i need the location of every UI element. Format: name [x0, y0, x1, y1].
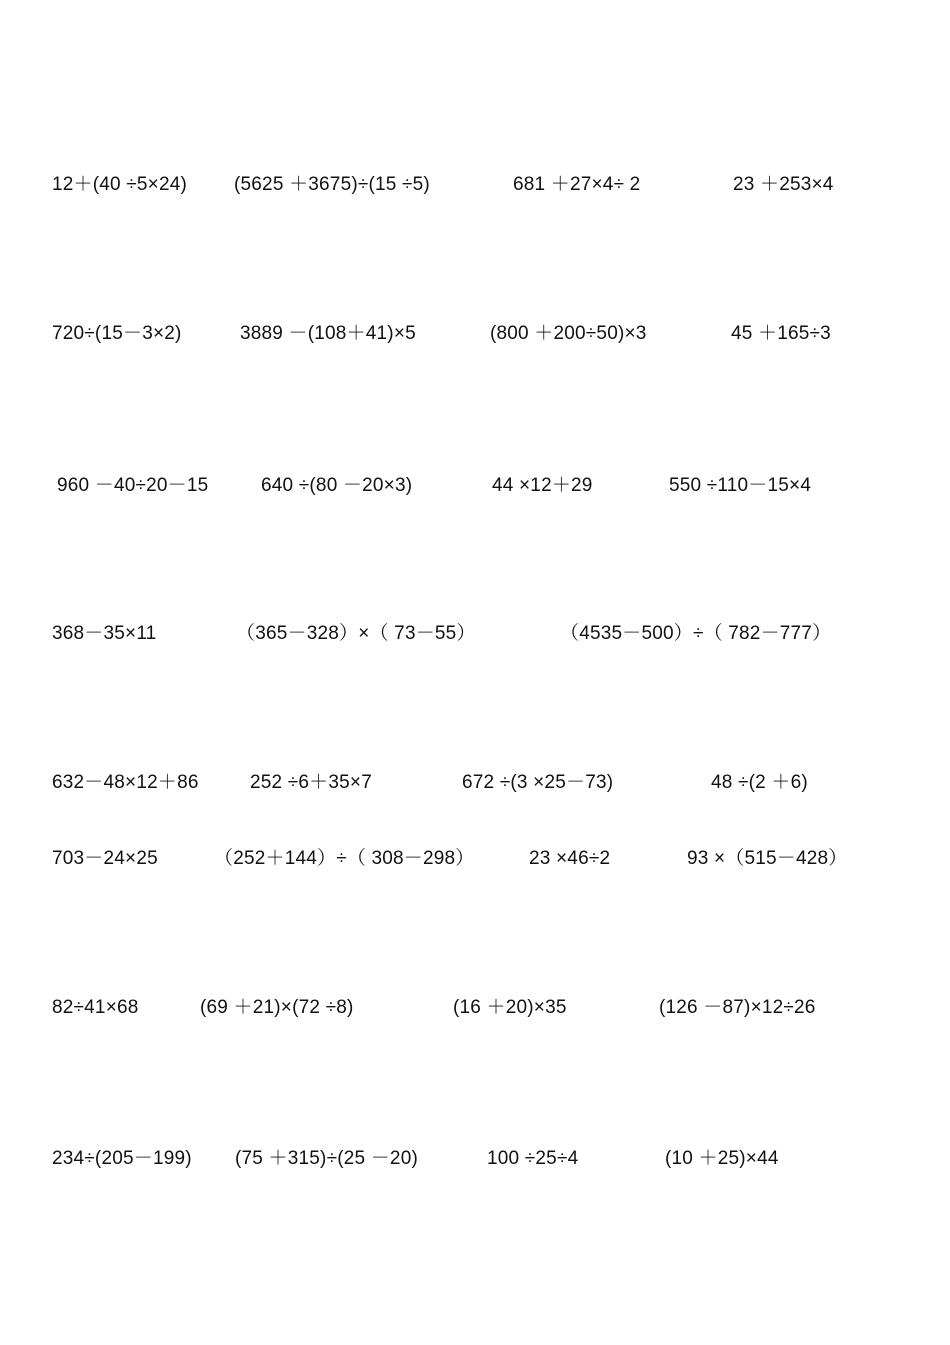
problem-5-1: 632－48×12＋86 [52, 772, 199, 793]
problem-2-3: (800 ＋200÷50)×3 [490, 323, 647, 344]
problem-3-1: 960 －40÷20－15 [57, 475, 209, 496]
problem-1-3: 681 ＋27×4÷ 2 [513, 174, 641, 195]
problem-7-4: (126 －87)×12÷26 [659, 997, 816, 1018]
problem-3-3: 44 ×12＋29 [492, 475, 593, 496]
problem-1-1: 12＋(40 ÷5×24) [52, 174, 188, 195]
problem-2-2: 3889 －(108＋41)×5 [240, 323, 416, 344]
problem-1-4: 23 ＋253×4 [733, 174, 834, 195]
problem-row-2 [0, 322, 950, 352]
problem-7-1: 82÷41×68 [52, 997, 139, 1018]
problem-8-1: 234÷(205－199) [52, 1148, 192, 1169]
problem-row-1 [0, 173, 950, 203]
problem-3-2: 640 ÷(80 －20×3) [261, 475, 413, 496]
problem-2-1: 720÷(15－3×2) [52, 323, 182, 344]
problem-6-1: 703－24×25 [52, 848, 158, 869]
problem-6-2: （252＋144）÷（ 308－298） [214, 848, 475, 869]
problem-4-2: （365－328）×（ 73－55） [236, 623, 476, 644]
problem-row-4 [0, 622, 950, 652]
problem-row-5 [0, 771, 950, 801]
problem-6-3: 23 ×46÷2 [529, 848, 611, 869]
problem-5-4: 48 ÷(2 ＋6) [711, 772, 808, 793]
problem-6-4: 93 ×（515－428） [687, 848, 848, 869]
problem-7-3: (16 ＋20)×35 [453, 997, 567, 1018]
problem-1-2: (5625 ＋3675)÷(15 ÷5) [234, 174, 430, 195]
problem-2-4: 45 ＋165÷3 [731, 323, 831, 344]
problem-row-6 [0, 847, 950, 877]
problem-7-2: (69 ＋21)×(72 ÷8) [200, 997, 354, 1018]
problem-row-3 [0, 474, 950, 504]
problem-4-1: 368－35×11 [52, 623, 157, 644]
problem-5-2: 252 ÷6＋35×7 [250, 772, 372, 793]
problem-8-2: (75 ＋315)÷(25 －20) [235, 1148, 418, 1169]
problem-4-3: （4535－500）÷（ 782－777） [560, 623, 832, 644]
problem-3-4: 550 ÷110－15×4 [669, 475, 812, 496]
problem-8-3: 100 ÷25÷4 [487, 1148, 579, 1169]
problem-8-4: (10 ＋25)×44 [665, 1148, 779, 1169]
problem-5-3: 672 ÷(3 ×25－73) [462, 772, 614, 793]
problem-row-7 [0, 996, 950, 1026]
problem-row-8 [0, 1147, 950, 1177]
